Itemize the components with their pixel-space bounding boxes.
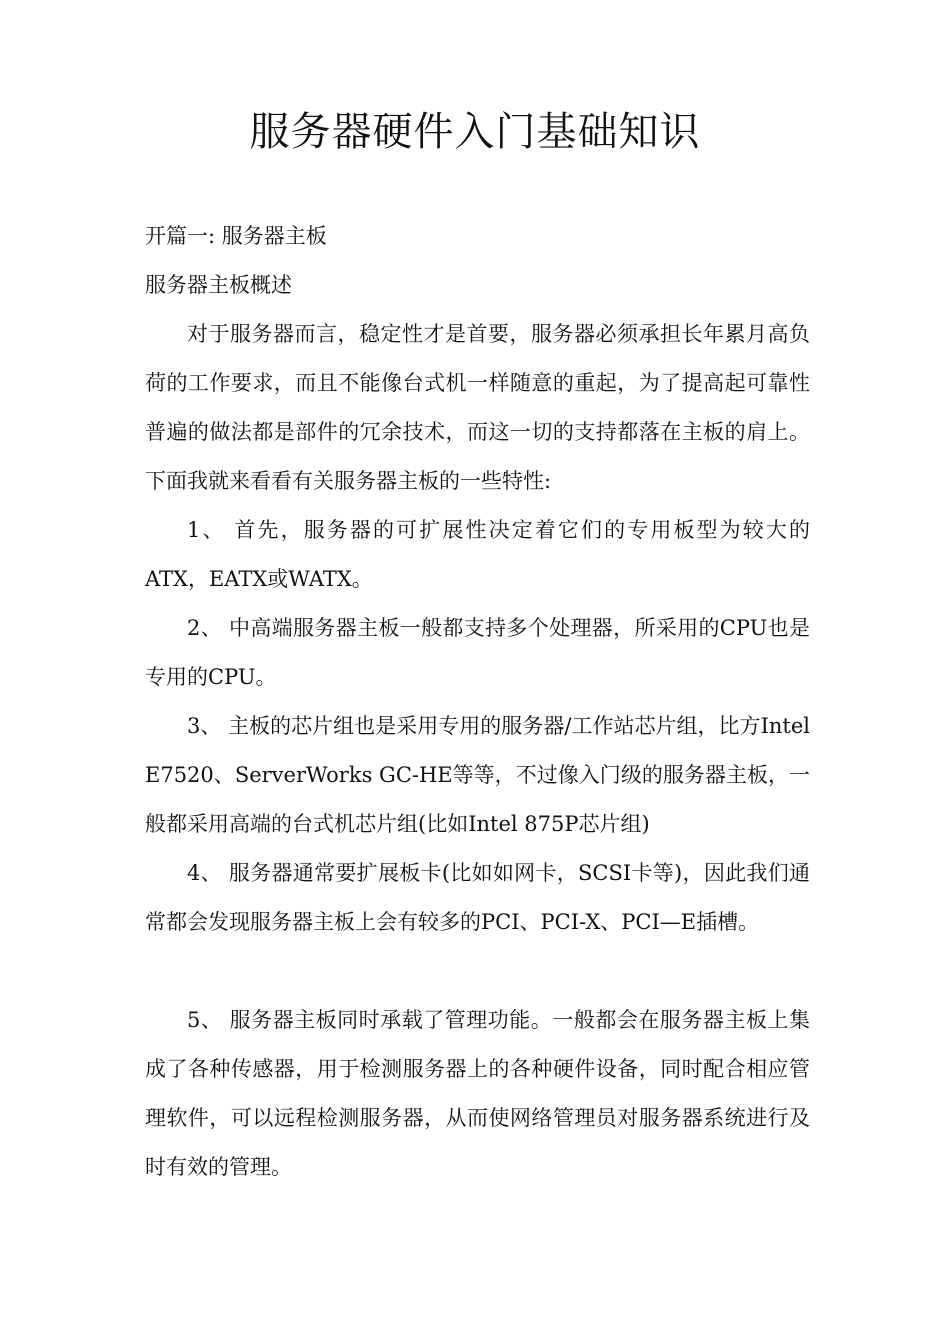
list-item-1: 1、 首先，服务器的可扩展性决定着它们的专用板型为较大的ATX，EATX或WATX。: [145, 518, 810, 591]
list-item-2: 2、 中高端服务器主板一般都支持多个处理器，所采用的CPU也是专用的CPU。: [145, 616, 810, 689]
document-title: 服务器硬件入门基础知识: [249, 109, 701, 155]
list-item-5: 5、 服务器主板同时承载了管理功能。一般都会在服务器主板上集成了各种传感器，用于检测服务器上的各种硬件设备，同时配合相应管理软件，可以远程检测服务器，从而使网络管理员对服务器系统进行及时有效的管理。: [145, 1008, 810, 1179]
subheading: 服务器主板概述: [145, 273, 292, 297]
list-item-4: 4、 服务器通常要扩展板卡(比如如网卡，SCSI卡等)，因此我们通常都会发现服务器主板上会有较多的PCI、PCI-X、PCI—E插槽。: [145, 861, 810, 934]
paragraph-spacer: [145, 947, 810, 996]
list-item-3: 3、 主板的芯片组也是采用专用的服务器/工作站芯片组，比方Intel E7520、ServerWorks GC-HE等等，不过像入门级的服务器主板，一般都采用高端的台式机芯片组(比如Intel 875P芯片组): [145, 714, 810, 836]
document-body: [145, 212, 810, 1192]
section-heading: 开篇一: 服务器主板: [145, 224, 327, 248]
intro-paragraph: 对于服务器而言，稳定性才是首要，服务器必须承担长年累月高负荷的工作要求，而且不能像台式机一样随意的重起，为了提高起可靠性普遍的做法都是部件的冗余技术，而这一切的支持都落在主板的肩上。下面我就来看看有关服务器主板的一些特性:: [145, 322, 810, 493]
